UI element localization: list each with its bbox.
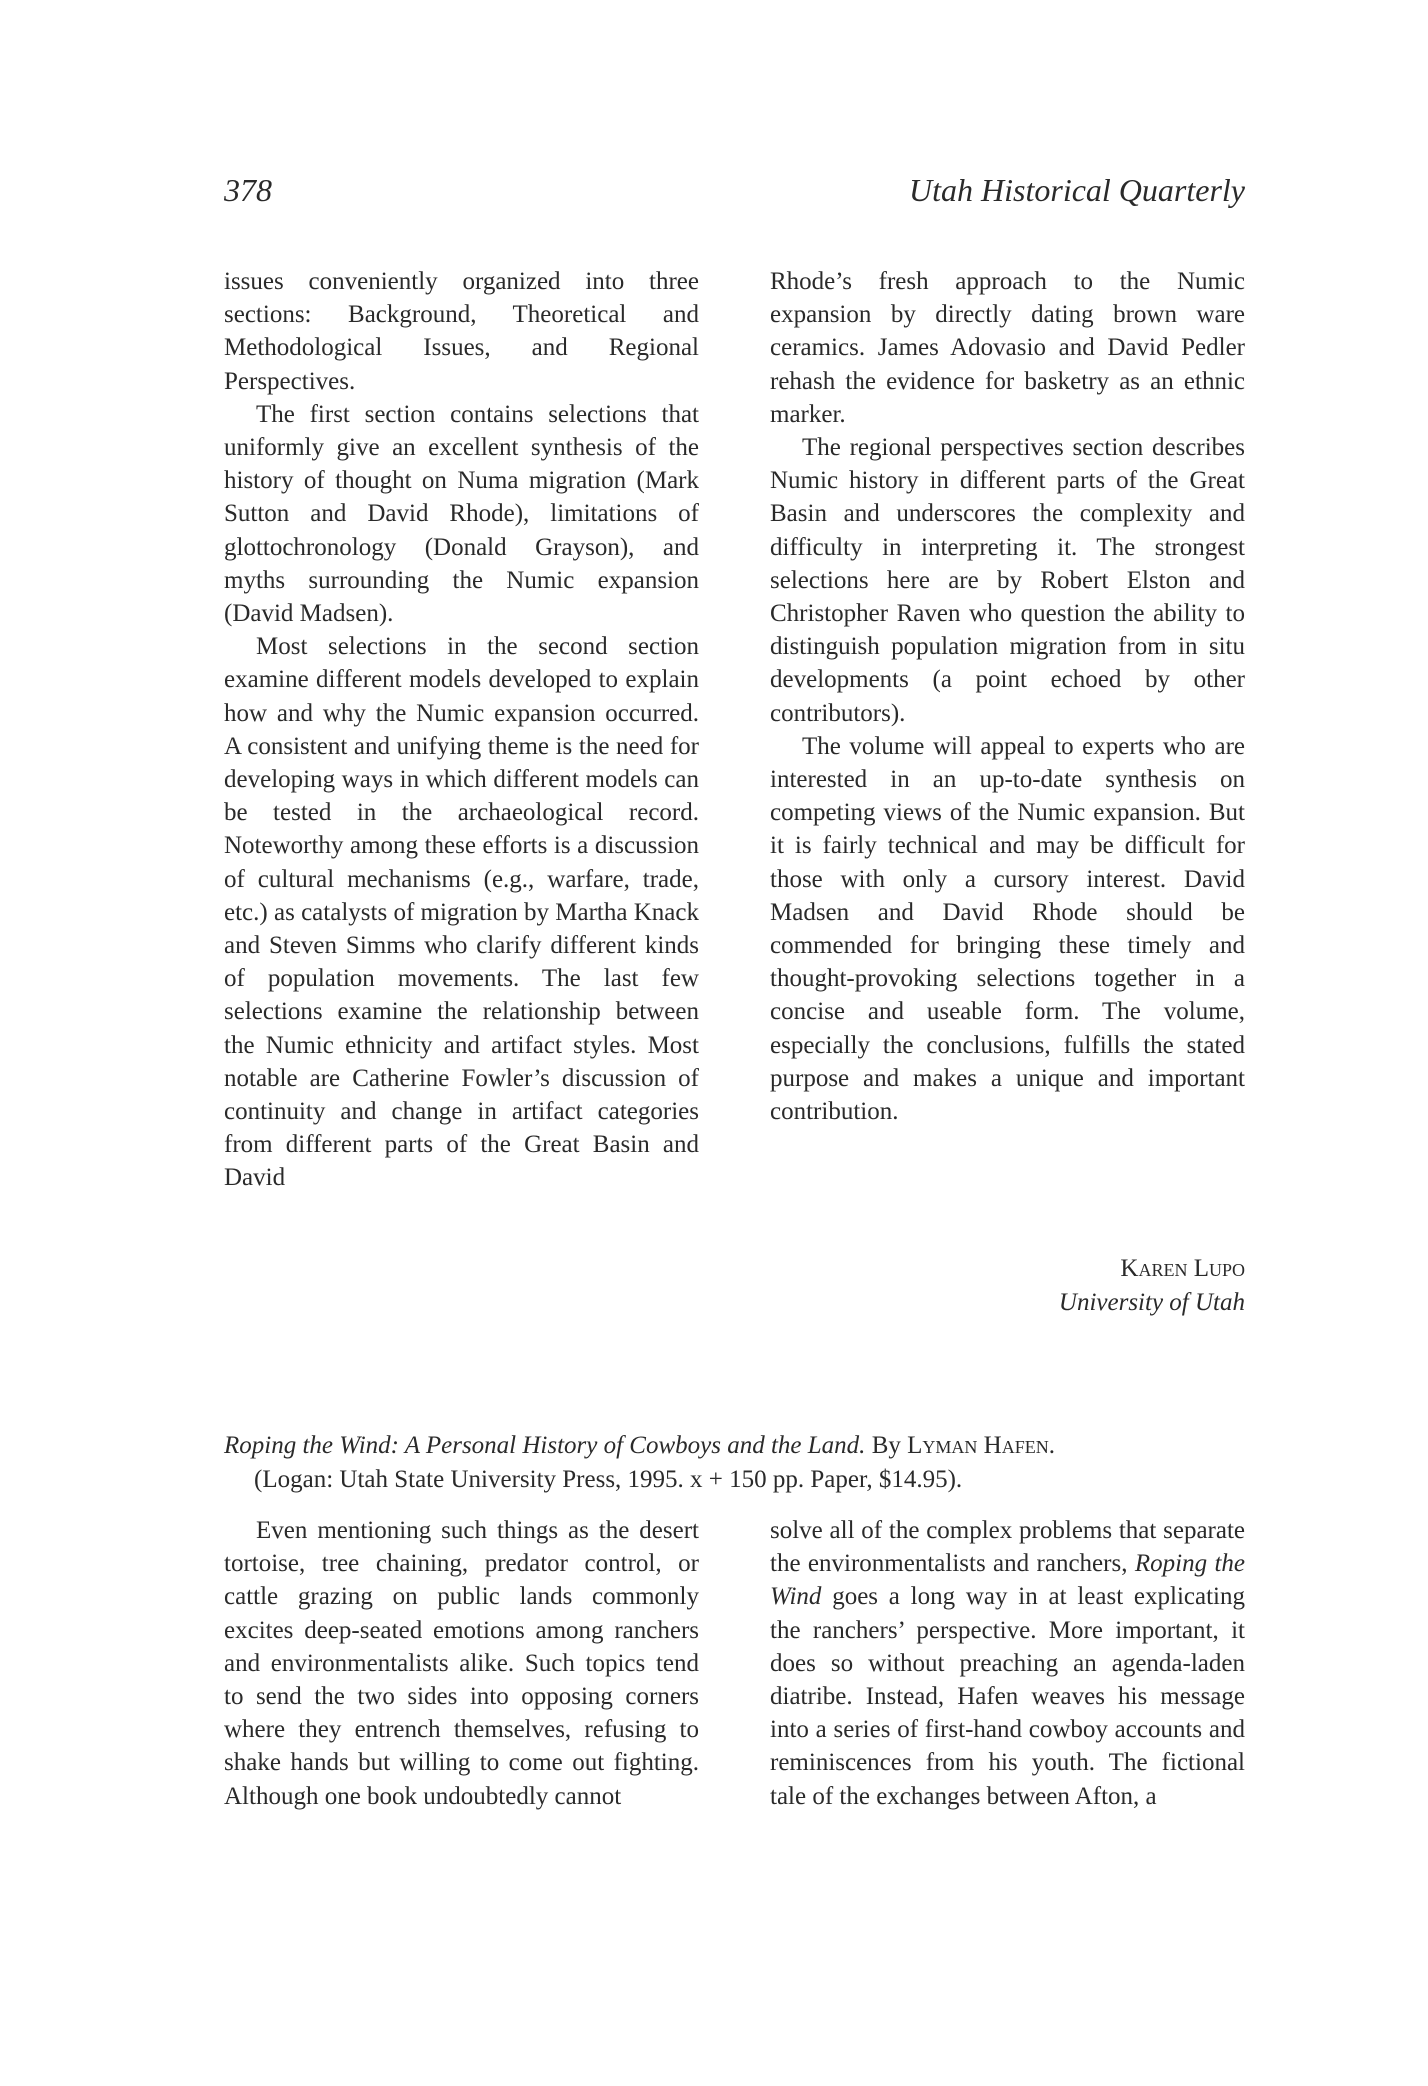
paragraph: Rhode’s fresh approach to the Numic expansion by directly dating brown ware ceramics. James Adovasio and David Pedler rehash the evidence for basketry as an ethnic marker. xyxy=(770,268,1245,428)
book-review-heading xyxy=(224,1429,1245,1497)
review1-left-column xyxy=(224,265,699,1195)
book-author: Lyman Hafen. xyxy=(907,1432,1055,1459)
page-number: 378 xyxy=(224,172,272,208)
review2-left-column xyxy=(224,1514,699,1813)
reviewer-signature xyxy=(1059,1252,1245,1320)
paragraph: The first section contains selections that uniformly give an excellent synthesis of the history of thought on Numa migration (Mark Sutton and David Rhode), limitations of glottochronology (Donald Grayson), and myths surrounding the Numic expansion (David Madsen). xyxy=(224,400,699,628)
text-run: goes a long way in at least explicating the ranchers’ perspective. More important, it does so without preaching an agenda-laden diatribe. Instead, Hafen weaves his message into a series of first-hand cowboy accounts and reminiscences from his youth. The fictional tale of the exchanges between Afton, a xyxy=(770,1583,1246,1810)
journal-title: Utah Historical Quarterly xyxy=(909,172,1245,208)
running-header xyxy=(224,172,1245,212)
reviewer-affiliation: University of Utah xyxy=(1058,1289,1245,1316)
paragraph: The volume will appeal to experts who are interested in an up-to-date synthesis on competing views of the Numic expansion. But it is fairly technical and may be difficult for those with only a cursory interest. David Madsen and David Rhode should be commended for bringing these timely and thought-provoking selections together in a concise and useable form. The volume, especially the conclusions, fulfills the stated purpose and makes a unique and important contribution. xyxy=(770,732,1245,1126)
text-run: solve all of the complex problems that separate the environmentalists and ranchers, xyxy=(770,1517,1245,1578)
review2-right-column xyxy=(770,1514,1245,1813)
reviewer-name: Karen Lupo xyxy=(1120,1255,1245,1282)
review1-right-column xyxy=(770,265,1245,1128)
paragraph: Even mentioning such things as the desert tortoise, tree chaining, predator control, or cattle grazing on public lands commonly excites deep-seated emotions among ranchers and environmentalists alike. Such topics tend to send the two sides into opposing corners where they entrench themselves, refusing to shake hands but willing to come out fighting. Although one book undoubtedly cannot xyxy=(224,1517,699,1810)
by-label: By xyxy=(871,1432,901,1459)
book-title: Roping the Wind: A Personal History of Cowboys and the Land. xyxy=(224,1432,866,1459)
publication-info: (Logan: Utah State University Press, 1995. x + 150 pp. Paper, $14.95). xyxy=(254,1466,963,1493)
paragraph xyxy=(770,1514,1245,1813)
book-title-inline: Roping the Wind xyxy=(770,1550,1246,1611)
paragraph: The regional perspectives section describes Numic history in different parts of the Great Basin and underscores the complexity and difficulty in interpreting it. The strongest selections here are by Robert Elston and Christopher Raven who question the ability to distinguish population migration from in situ developments (a point echoed by other contributors). xyxy=(770,434,1245,727)
paragraph: issues conveniently organized into three sections: Background, Theoretical and Methodological Issues, and Regional Perspectives. xyxy=(224,268,699,395)
paragraph: Most selections in the second section examine different models developed to explain how and why the Numic expansion occurred. A consistent and unifying theme is the need for developing ways in which different models can be tested in the archaeological record. Noteworthy among these efforts is a discussion of cultural mechanisms (e.g., warfare, trade, etc.) as catalysts of migration by Martha Knack and Steven Simms who clarify different kinds of population movements. The last few selections examine the relationship between the Numic ethnicity and artifact styles. Most notable are Catherine Fowler’s discussion of continuity and change in artifact categories from different parts of the Great Basin and David xyxy=(224,633,699,1192)
